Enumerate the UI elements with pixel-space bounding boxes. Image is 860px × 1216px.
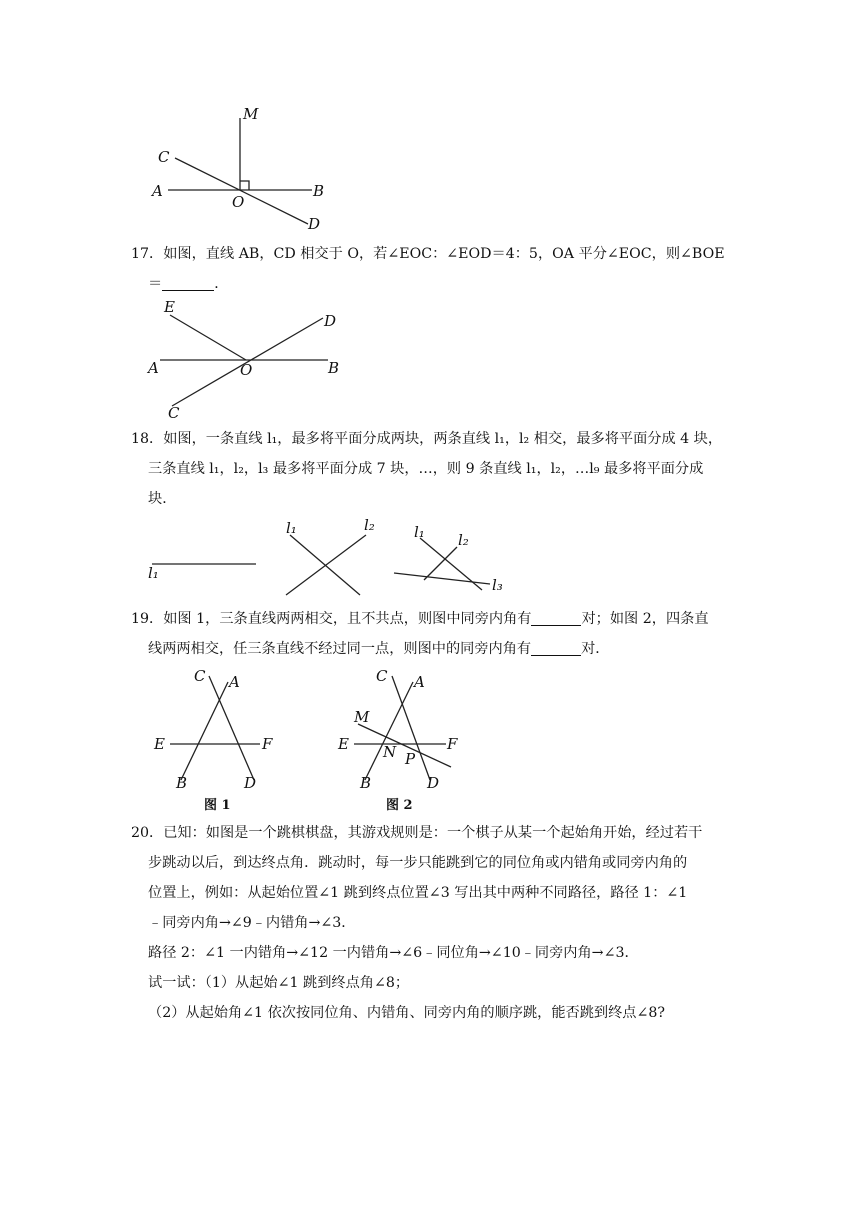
question-17-line-2: [131, 269, 731, 299]
question-20: [131, 818, 731, 1028]
label-e: E: [164, 298, 175, 316]
figure-2-caption: 图 2: [386, 798, 413, 813]
question-19-line-1: [131, 604, 731, 634]
fig2-label-c: C: [376, 667, 388, 685]
figure-1-caption: 图 1: [204, 798, 231, 813]
question-20-line-6: 试一试：（1）从起始∠1 跳到终点角∠8；: [148, 975, 410, 991]
fig2-label-n: N: [383, 743, 397, 761]
question-20-line-4: ﹣同旁内角→∠9﹣内错角→∠3．: [148, 915, 356, 931]
label-l2-pair: l₂: [364, 516, 375, 534]
line-l2-triple: [424, 547, 457, 580]
q19-text-2b: 对．: [581, 641, 610, 657]
question-18-line-1: 18．如图，一条直线 l₁，最多将平面分成两块，两条直线 l₁，l₂ 相交，最多将平面分成 4 块，: [131, 431, 723, 447]
figure-18-diagram: [140, 515, 520, 600]
fig1-label-e: E: [154, 735, 165, 753]
figure-17-diagram: [140, 298, 360, 424]
figure-16-diagram: [140, 98, 360, 238]
label-l2-triple: l₂: [458, 531, 469, 549]
q19-text-1b: 对；如图 2，四条直: [581, 611, 709, 627]
label-c: C: [158, 148, 170, 166]
question-17-line-1: 17．如图，直线 AB，CD 相交于 O，若∠EOC：∠EOD＝4：5，OA 平分∠EOC，则∠BOE: [131, 246, 725, 262]
question-18: [131, 424, 731, 514]
fig2-label-b: B: [360, 774, 372, 792]
figure-19-diagrams: [140, 664, 480, 816]
q17-equals: ＝: [148, 276, 163, 292]
fig1-label-b: B: [176, 774, 188, 792]
question-18-line-3: 块．: [148, 491, 177, 507]
q17-period: ．: [214, 276, 229, 292]
fig1-label-f: F: [262, 735, 273, 753]
question-20-line-2: 步跳动以后，到达终点角．跳动时，每一步只能跳到它的同位角或内错角或同旁内角的: [148, 855, 688, 871]
question-20-line-5: 路径 2：∠1 一内错角→∠12 一内错角→∠6﹣同位角→∠10﹣同旁内角→∠3．: [148, 945, 639, 961]
fig2-label-p: P: [405, 750, 416, 768]
fig2-label-e: E: [338, 735, 349, 753]
label-c: C: [168, 404, 180, 422]
fig2-label-m: M: [354, 708, 370, 726]
fig1-line-ab: [181, 682, 228, 780]
label-l1-triple: l₁: [414, 523, 425, 541]
fig2-label-d: D: [427, 774, 440, 792]
label-b: B: [313, 182, 325, 200]
q19-text-1a: 19．如图 1，三条直线两两相交，且不共点，则图中同旁内角有: [131, 611, 532, 627]
question-19-line-2: [131, 634, 731, 664]
line-l3-triple: [394, 573, 490, 584]
fig2-label-f: F: [447, 735, 458, 753]
label-a: A: [148, 359, 159, 377]
label-l1-pair: l₁: [286, 519, 297, 537]
right-angle-mark: [240, 181, 249, 190]
answer-blank-17: [162, 274, 214, 291]
question-20-line-1: 20．已知：如图是一个跳棋棋盘，其游戏规则是：一个棋子从某一个起始角开始，经过若干: [131, 825, 703, 841]
question-18-line-2: 三条直线 l₁，l₂，l₃ 最多将平面分成 7 块，…，则 9 条直线 l₁，l₂，…l₉ 最多将平面分成: [148, 461, 704, 477]
label-o: O: [232, 193, 245, 211]
question-17: [131, 239, 731, 299]
fig1-label-c: C: [194, 667, 206, 685]
label-l3-triple: l₃: [492, 576, 503, 594]
fig2-label-a: A: [414, 673, 425, 691]
q19-text-2a: 线两两相交，任三条直线不经过同一点，则图中的同旁内角有: [148, 641, 532, 657]
ray-oe: [170, 315, 246, 360]
answer-blank-19a: [531, 609, 581, 626]
question-19: [131, 604, 731, 664]
line-l2-pair: [286, 535, 366, 595]
question-20-line-7: （2）从起始角∠1 依次按同位角、内错角、同旁内角的顺序跳，能否跳到终点∠8?: [148, 1005, 665, 1021]
label-d: D: [324, 312, 337, 330]
label-b: B: [328, 359, 340, 377]
fig1-label-a: A: [229, 673, 240, 691]
fig1-line-cd: [209, 676, 254, 780]
answer-blank-19b: [531, 639, 581, 656]
label-m: M: [243, 105, 259, 123]
line-cd: [175, 158, 308, 224]
label-o: O: [240, 361, 253, 379]
label-l1-single: l₁: [148, 564, 159, 582]
fig1-label-d: D: [244, 774, 257, 792]
label-a: A: [152, 182, 163, 200]
question-20-line-3: 位置上，例如：从起始位置∠1 跳到终点位置∠3 写出其中两种不同路径，路径 1：∠1: [148, 885, 688, 901]
label-d: D: [308, 215, 321, 233]
